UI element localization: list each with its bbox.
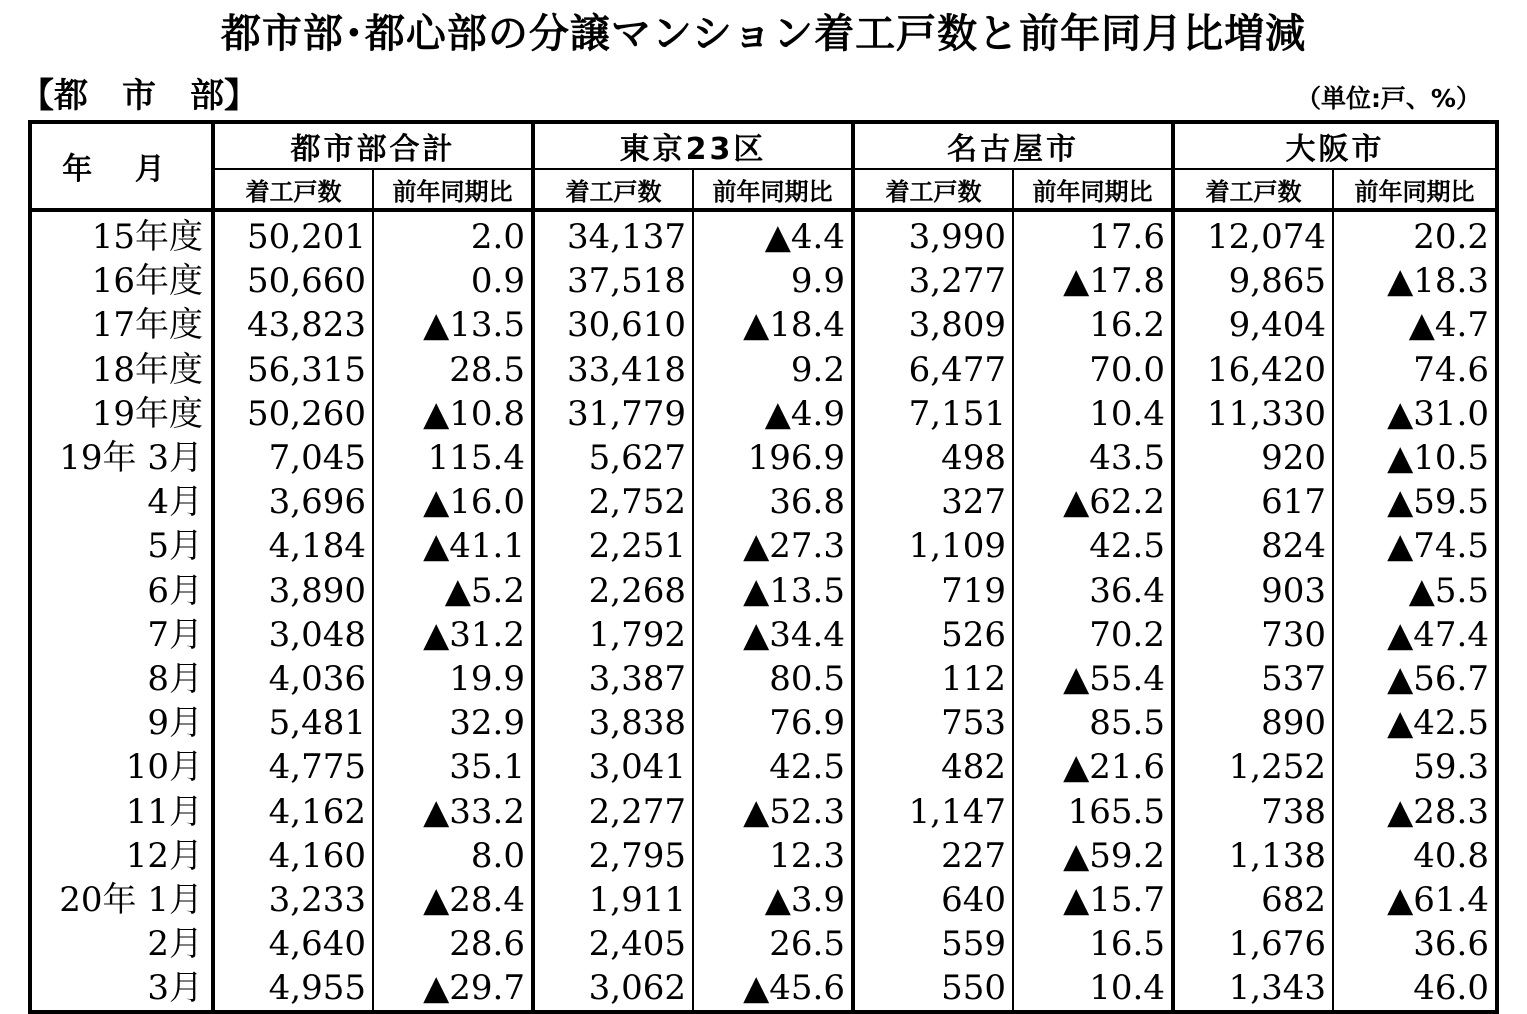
cell-urban-total-starts: 7,045: [213, 436, 373, 480]
table-row: [30, 392, 1497, 436]
cell-urban-total-yoy: 28.6: [373, 922, 533, 966]
table-row: [30, 210, 1497, 259]
cell-urban-total-starts: 4,640: [213, 922, 373, 966]
row-label: 6月: [30, 569, 213, 613]
cell-nagoya-starts: 640: [853, 878, 1013, 922]
cell-osaka-starts: 16,420: [1173, 348, 1333, 392]
cell-nagoya-yoy: 85.5: [1013, 701, 1173, 745]
cell-tokyo23-yoy: 76.9: [693, 701, 853, 745]
cell-urban-total-starts: 50,660: [213, 259, 373, 303]
cell-urban-total-starts: 4,160: [213, 834, 373, 878]
cell-tokyo23-starts: 2,795: [533, 834, 693, 878]
group-header-urban-total: 都市部合計: [213, 122, 533, 169]
cell-nagoya-yoy: ▲59.2: [1013, 834, 1173, 878]
cell-nagoya-yoy: 70.0: [1013, 348, 1173, 392]
sub-header-yoy: 前年同期比: [1013, 169, 1173, 210]
cell-tokyo23-starts: 33,418: [533, 348, 693, 392]
cell-tokyo23-yoy: ▲45.6: [693, 966, 853, 1012]
table-row: [30, 569, 1497, 613]
cell-osaka-yoy: ▲61.4: [1387, 879, 1489, 920]
cell-urban-total-starts: 4,775: [213, 745, 373, 789]
cell-tokyo23-starts: 2,752: [533, 480, 693, 524]
sub-header-starts: 着工戸数: [853, 169, 1013, 210]
cell-osaka-yoy: ▲42.5: [1387, 703, 1489, 744]
sub-header-yoy: 前年同期比: [1333, 169, 1497, 210]
cell-urban-total-starts: 4,162: [213, 789, 373, 833]
row-label: 19年度: [30, 392, 213, 436]
cell-nagoya-starts: 112: [853, 657, 1013, 701]
row-label: 18年度: [30, 348, 213, 392]
row-label: 7月: [30, 613, 213, 657]
cell-urban-total-starts: 56,315: [213, 348, 373, 392]
cell-tokyo23-starts: 1,911: [533, 878, 693, 922]
cell-nagoya-starts: 559: [853, 922, 1013, 966]
cell-tokyo23-yoy: ▲52.3: [693, 789, 853, 833]
cell-tokyo23-starts: 2,268: [533, 569, 693, 613]
row-label: 15年度: [30, 210, 213, 259]
sub-header-starts: 着工戸数: [213, 169, 373, 210]
cell-osaka-yoy: ▲31.0: [1387, 393, 1489, 434]
cell-nagoya-starts: 498: [853, 436, 1013, 480]
table-row: [30, 922, 1497, 966]
cell-tokyo23-yoy: 9.2: [693, 348, 853, 392]
table-row: [30, 524, 1497, 568]
cell-urban-total-yoy: ▲13.5: [373, 303, 533, 347]
cell-urban-total-starts: 4,184: [213, 524, 373, 568]
cell-osaka-starts: 682: [1173, 878, 1333, 922]
cell-osaka-yoy: ▲10.5: [1387, 438, 1489, 479]
table-row: [30, 480, 1497, 524]
cell-tokyo23-yoy: ▲3.9: [693, 878, 853, 922]
year-month-header: 年 月: [30, 122, 213, 210]
cell-osaka-starts: 617: [1173, 480, 1333, 524]
table-row: [30, 701, 1497, 745]
cell-urban-total-starts: 43,823: [213, 303, 373, 347]
cell-tokyo23-yoy: 42.5: [693, 745, 853, 789]
cell-urban-total-yoy: 2.0: [373, 210, 533, 259]
cell-nagoya-starts: 753: [853, 701, 1013, 745]
cell-nagoya-yoy: ▲21.6: [1013, 745, 1173, 789]
cell-osaka-yoy: ▲59.5: [1387, 482, 1489, 523]
group-header-nagoya: 名古屋市: [853, 122, 1173, 169]
row-label: 19年 3月: [30, 436, 213, 480]
table-row: [30, 613, 1497, 657]
row-label: 5月: [30, 524, 213, 568]
cell-urban-total-yoy: ▲29.7: [373, 966, 533, 1012]
cell-tokyo23-starts: 3,838: [533, 701, 693, 745]
table-row: [30, 966, 1497, 1012]
cell-tokyo23-yoy: 196.9: [693, 436, 853, 480]
cell-osaka-yoy: ▲47.4: [1387, 614, 1489, 655]
cell-urban-total-yoy: ▲41.1: [373, 524, 533, 568]
cell-tokyo23-starts: 30,610: [533, 303, 693, 347]
sub-header-yoy: 前年同期比: [373, 169, 533, 210]
cell-tokyo23-starts: 5,627: [533, 436, 693, 480]
cell-nagoya-yoy: 165.5: [1013, 789, 1173, 833]
table-row: [30, 745, 1497, 789]
cell-urban-total-yoy: ▲10.8: [373, 392, 533, 436]
table-row: [30, 348, 1497, 392]
cell-nagoya-yoy: 36.4: [1013, 569, 1173, 613]
cell-tokyo23-yoy: 9.9: [693, 259, 853, 303]
cell-urban-total-yoy: ▲33.2: [373, 789, 533, 833]
cell-tokyo23-yoy: 26.5: [693, 922, 853, 966]
cell-urban-total-yoy: 0.9: [373, 259, 533, 303]
group-header-osaka: 大阪市: [1173, 122, 1497, 169]
cell-tokyo23-yoy: ▲4.4: [693, 210, 853, 259]
cell-nagoya-yoy: ▲62.2: [1013, 480, 1173, 524]
group-header-tokyo23: 東京23区: [533, 122, 853, 169]
cell-nagoya-starts: 3,990: [853, 210, 1013, 259]
cell-osaka-yoy: ▲18.3: [1387, 261, 1489, 302]
cell-nagoya-yoy: 70.2: [1013, 613, 1173, 657]
cell-urban-total-yoy: 35.1: [373, 745, 533, 789]
sub-header-yoy: 前年同期比: [693, 169, 853, 210]
cell-osaka-yoy: 59.3: [1413, 747, 1489, 788]
row-label: 9月: [30, 701, 213, 745]
cell-tokyo23-yoy: 80.5: [693, 657, 853, 701]
cell-osaka-starts: 1,343: [1173, 966, 1333, 1012]
table-row: [30, 789, 1497, 833]
cell-tokyo23-starts: 3,387: [533, 657, 693, 701]
cell-nagoya-starts: 1,109: [853, 524, 1013, 568]
row-label: 16年度: [30, 259, 213, 303]
row-label: 2月: [30, 922, 213, 966]
cell-urban-total-yoy: ▲16.0: [373, 480, 533, 524]
cell-tokyo23-yoy: 36.8: [693, 480, 853, 524]
sub-header-starts: 着工戸数: [533, 169, 693, 210]
cell-osaka-starts: 1,676: [1173, 922, 1333, 966]
cell-nagoya-starts: 6,477: [853, 348, 1013, 392]
cell-osaka-starts: 12,074: [1173, 210, 1333, 259]
cell-urban-total-yoy: ▲5.2: [373, 569, 533, 613]
cell-urban-total-starts: 3,696: [213, 480, 373, 524]
cell-urban-total-yoy: ▲28.4: [373, 878, 533, 922]
cell-osaka-yoy: 46.0: [1413, 968, 1489, 1009]
cell-nagoya-yoy: 10.4: [1013, 392, 1173, 436]
cell-urban-total-starts: 5,481: [213, 701, 373, 745]
row-label: 12月: [30, 834, 213, 878]
cell-osaka-yoy: ▲56.7: [1387, 658, 1489, 699]
table-row: [30, 436, 1497, 480]
cell-osaka-starts: 903: [1173, 569, 1333, 613]
cell-nagoya-starts: 1,147: [853, 789, 1013, 833]
cell-nagoya-yoy: ▲55.4: [1013, 657, 1173, 701]
cell-urban-total-starts: 3,890: [213, 569, 373, 613]
cell-urban-total-yoy: 19.9: [373, 657, 533, 701]
cell-urban-total-yoy: 8.0: [373, 834, 533, 878]
cell-tokyo23-starts: 31,779: [533, 392, 693, 436]
cell-tokyo23-yoy: ▲4.9: [693, 392, 853, 436]
cell-urban-total-starts: 3,233: [213, 878, 373, 922]
cell-urban-total-starts: 4,955: [213, 966, 373, 1012]
cell-tokyo23-yoy: ▲18.4: [693, 303, 853, 347]
cell-nagoya-starts: 327: [853, 480, 1013, 524]
cell-urban-total-starts: 50,201: [213, 210, 373, 259]
cell-nagoya-starts: 719: [853, 569, 1013, 613]
cell-urban-total-starts: 3,048: [213, 613, 373, 657]
cell-osaka-starts: 537: [1173, 657, 1333, 701]
cell-tokyo23-yoy: ▲13.5: [693, 569, 853, 613]
cell-nagoya-yoy: 43.5: [1013, 436, 1173, 480]
table-row: [30, 878, 1497, 922]
cell-nagoya-yoy: 17.6: [1013, 210, 1173, 259]
row-label: 17年度: [30, 303, 213, 347]
page-title: 都市部･都心部の分譲マンション着工戸数と前年同月比増減: [220, 11, 1307, 57]
cell-osaka-yoy: 36.6: [1413, 924, 1489, 965]
cell-tokyo23-starts: 2,251: [533, 524, 693, 568]
cell-tokyo23-starts: 2,277: [533, 789, 693, 833]
section-label: 【都 市 部】: [20, 76, 258, 116]
cell-osaka-starts: 9,865: [1173, 259, 1333, 303]
cell-nagoya-yoy: 16.2: [1013, 303, 1173, 347]
table-row: [30, 303, 1497, 347]
cell-urban-total-yoy: 28.5: [373, 348, 533, 392]
cell-nagoya-starts: 482: [853, 745, 1013, 789]
cell-tokyo23-starts: 2,405: [533, 922, 693, 966]
cell-osaka-starts: 730: [1173, 613, 1333, 657]
row-label: 11月: [30, 789, 213, 833]
cell-nagoya-starts: 3,277: [853, 259, 1013, 303]
cell-osaka-starts: 890: [1173, 701, 1333, 745]
cell-osaka-starts: 920: [1173, 436, 1333, 480]
cell-osaka-starts: 11,330: [1173, 392, 1333, 436]
table-row: [30, 834, 1497, 878]
cell-nagoya-yoy: 10.4: [1013, 966, 1173, 1012]
cell-osaka-yoy: ▲5.5: [1408, 570, 1489, 611]
unit-label: （単位:戸、%）: [1295, 84, 1481, 113]
cell-osaka-yoy: ▲28.3: [1387, 791, 1489, 832]
cell-urban-total-starts: 4,036: [213, 657, 373, 701]
cell-urban-total-yoy: ▲31.2: [373, 613, 533, 657]
cell-osaka-starts: 1,138: [1173, 834, 1333, 878]
cell-nagoya-starts: 3,809: [853, 303, 1013, 347]
cell-osaka-yoy: 20.2: [1413, 217, 1489, 258]
cell-nagoya-yoy: 16.5: [1013, 922, 1173, 966]
cell-osaka-yoy: 40.8: [1413, 835, 1489, 876]
cell-nagoya-starts: 227: [853, 834, 1013, 878]
cell-osaka-starts: 738: [1173, 789, 1333, 833]
cell-urban-total-yoy: 32.9: [373, 701, 533, 745]
cell-nagoya-yoy: ▲15.7: [1013, 878, 1173, 922]
table-body: [30, 210, 1497, 1012]
cell-tokyo23-yoy: ▲34.4: [693, 613, 853, 657]
cell-tokyo23-starts: 3,041: [533, 745, 693, 789]
cell-tokyo23-yoy: ▲27.3: [693, 524, 853, 568]
cell-tokyo23-starts: 1,792: [533, 613, 693, 657]
cell-tokyo23-starts: 3,062: [533, 966, 693, 1012]
row-label: 3月: [30, 966, 213, 1012]
cell-tokyo23-starts: 37,518: [533, 259, 693, 303]
row-label: 20年 1月: [30, 878, 213, 922]
cell-tokyo23-yoy: 12.3: [693, 834, 853, 878]
cell-osaka-yoy: 74.6: [1413, 349, 1489, 390]
table-row: [30, 259, 1497, 303]
cell-osaka-starts: 1,252: [1173, 745, 1333, 789]
housing-starts-table: [28, 120, 1499, 1014]
cell-nagoya-yoy: ▲17.8: [1013, 259, 1173, 303]
cell-nagoya-starts: 526: [853, 613, 1013, 657]
sub-header-starts: 着工戸数: [1173, 169, 1333, 210]
cell-nagoya-starts: 550: [853, 966, 1013, 1012]
cell-tokyo23-starts: 34,137: [533, 210, 693, 259]
row-label: 4月: [30, 480, 213, 524]
row-label: 8月: [30, 657, 213, 701]
cell-osaka-yoy: ▲74.5: [1387, 526, 1489, 567]
cell-urban-total-yoy: 115.4: [373, 436, 533, 480]
cell-osaka-starts: 9,404: [1173, 303, 1333, 347]
table-row: [30, 657, 1497, 701]
cell-urban-total-starts: 50,260: [213, 392, 373, 436]
cell-osaka-yoy: ▲4.7: [1408, 305, 1489, 346]
row-label: 10月: [30, 745, 213, 789]
cell-nagoya-starts: 7,151: [853, 392, 1013, 436]
cell-osaka-starts: 824: [1173, 524, 1333, 568]
cell-nagoya-yoy: 42.5: [1013, 524, 1173, 568]
